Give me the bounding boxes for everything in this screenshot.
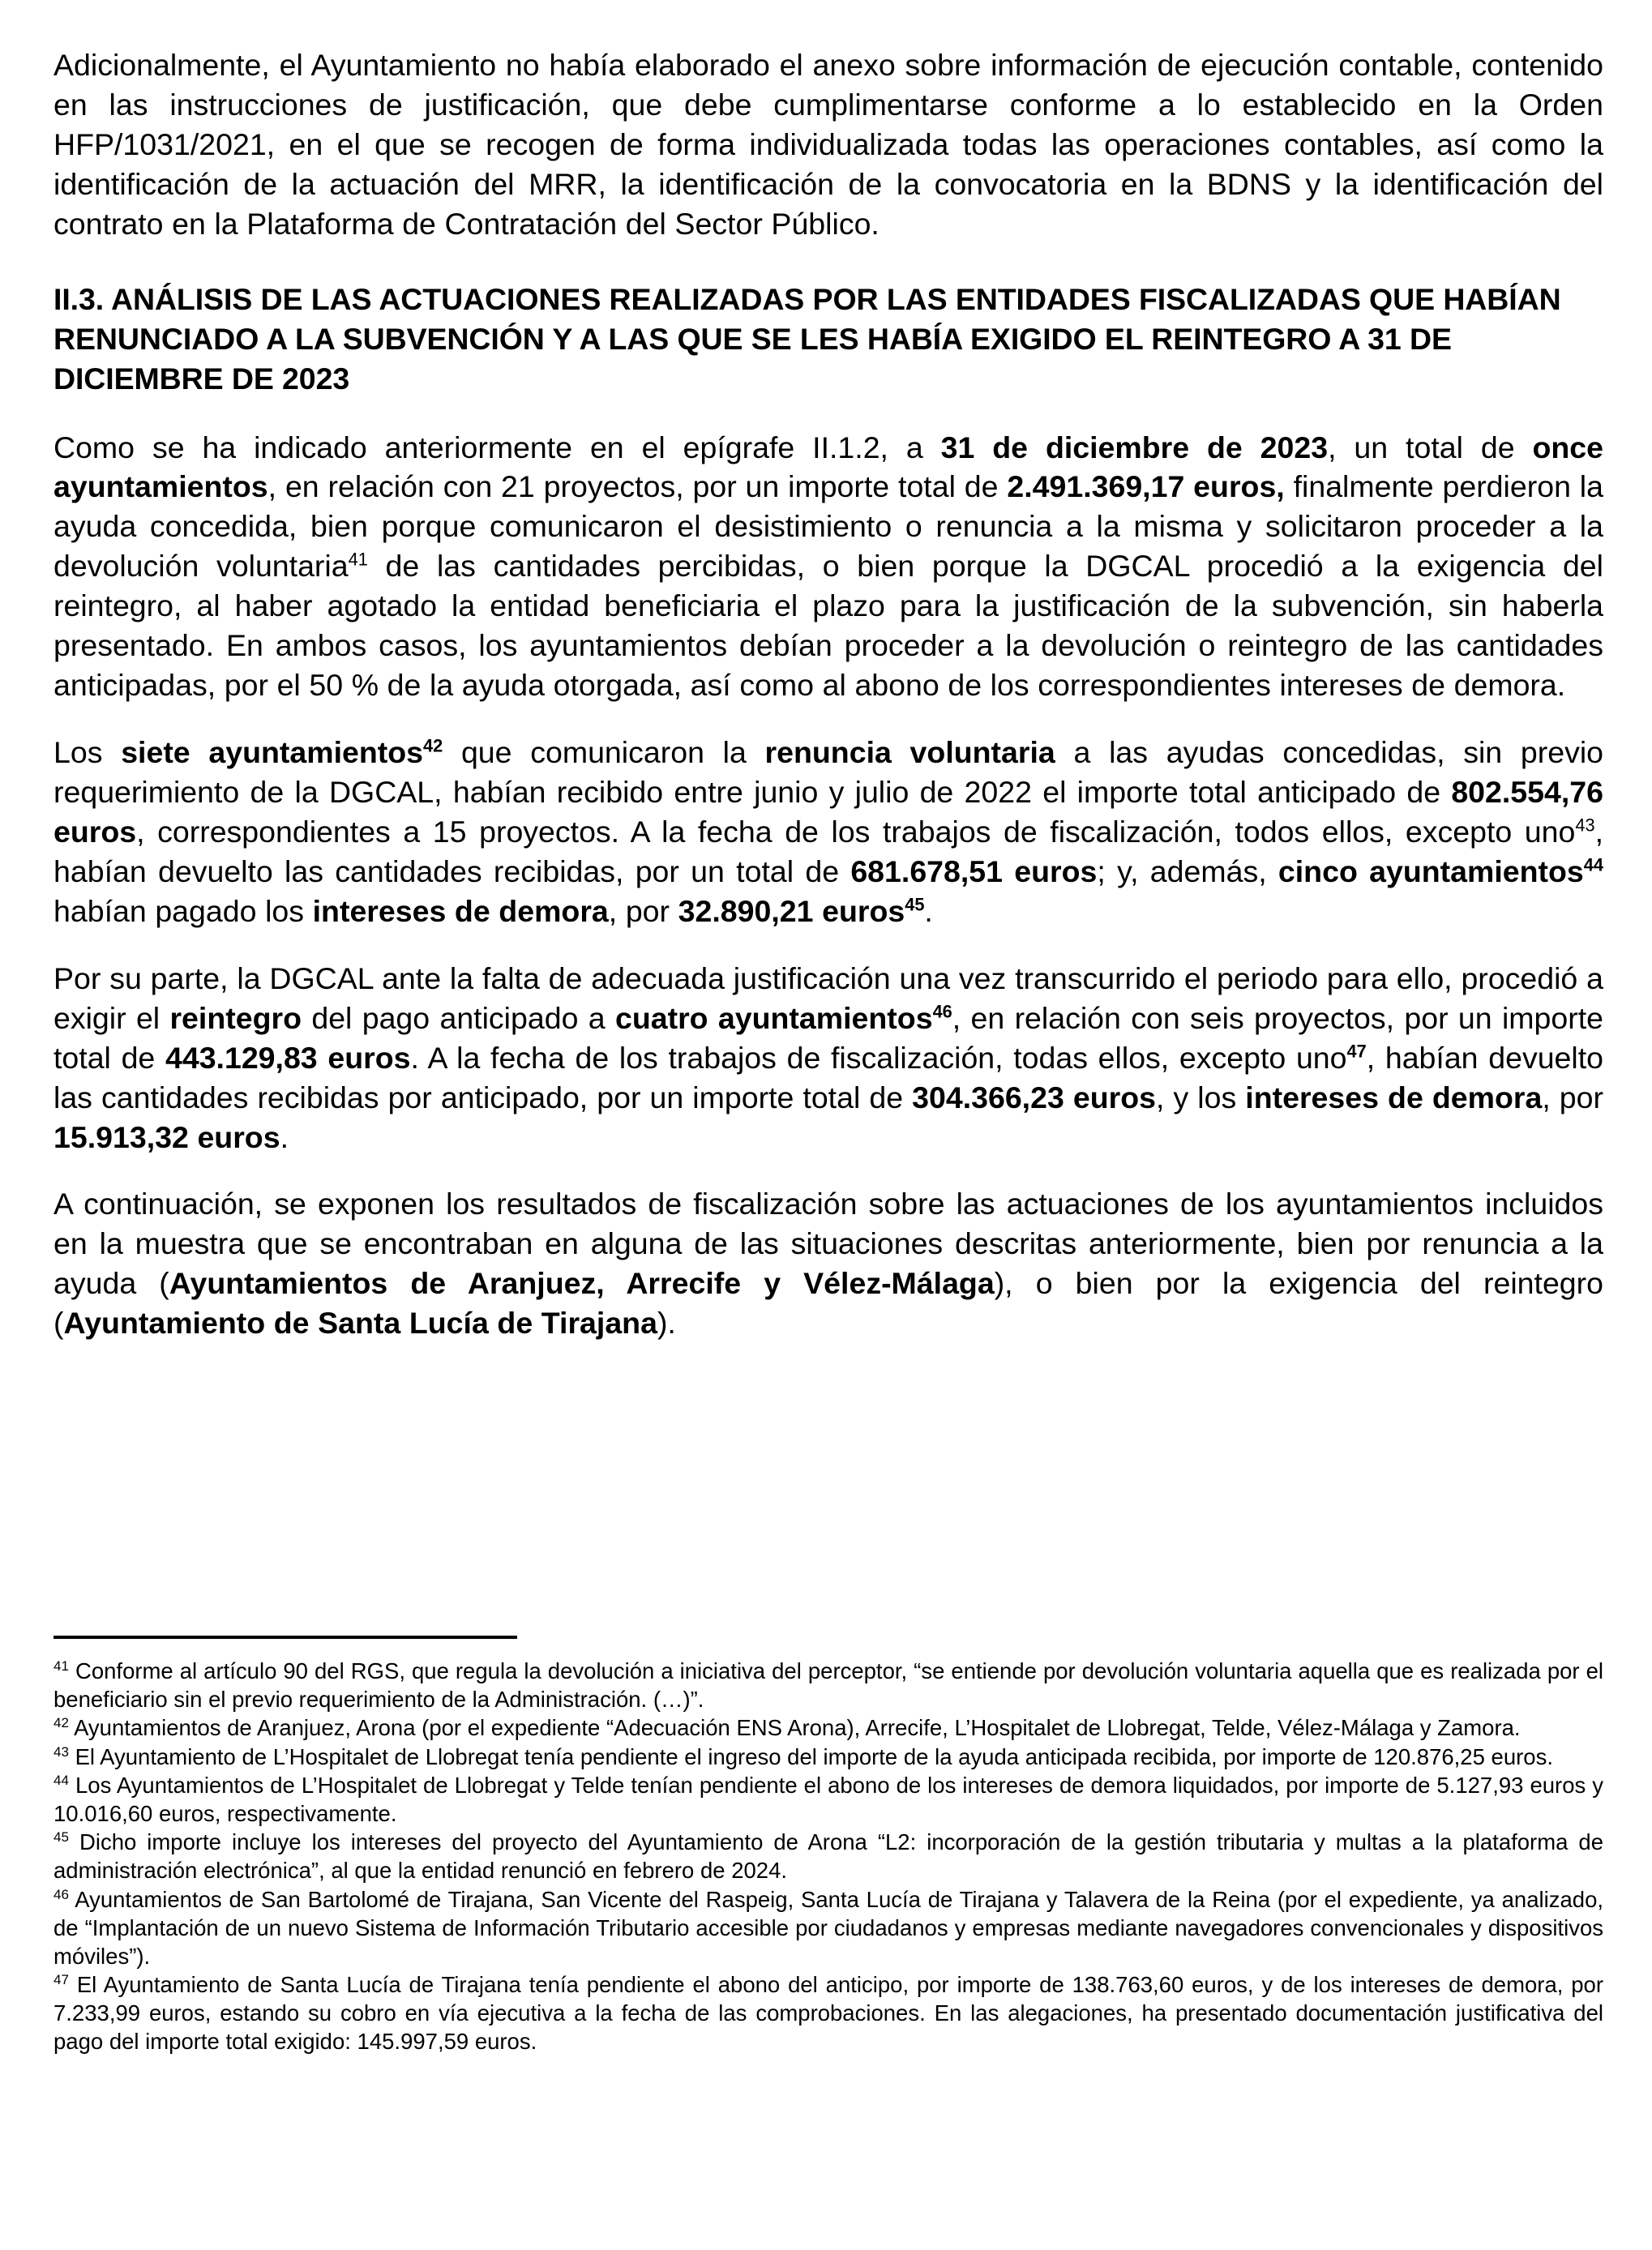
footnote-ref-41[interactable]: 41 <box>348 549 368 570</box>
text-run: habían pagado los <box>53 893 313 928</box>
text-run: , por <box>608 893 678 928</box>
section-heading-ii-3: II.3. ANÁLISIS DE LAS ACTUACIONES REALIZADAS POR LAS ENTIDADES FISCALIZADAS QUE HABÍAN RENUNCIADO A LA SUBVENCIÓN Y A LAS QUE SE LES HABÍA EXIGIDO EL REINTEGRO A 31 DE DICIEMBRE DE 2023 <box>53 281 1561 396</box>
text-run: Los <box>53 735 122 770</box>
text-run-bold: 15.913,32 euros <box>53 1119 280 1154</box>
footnote-marker: 41 <box>53 1658 69 1674</box>
footnote-42 <box>53 1713 1603 1742</box>
text-run-bold: 681.678,51 euros <box>850 853 1098 888</box>
footnote-text: Los Ayuntamientos de L’Hospitalet de Llobregat y Telde tenían pendiente el abono de los intereses de demora liquidados, por importe de 5.127,93 euros y 10.016,60 euros, respectivamente. <box>53 1772 1604 1826</box>
footnote-ref-42[interactable]: 42 <box>423 735 443 756</box>
text-run: del pago anticipado a <box>302 1000 615 1035</box>
text-run: A continuación, se exponen los resultados de fiscalización sobre las actuaciones de los ayuntamientos incluidos en la muestra que se encontraban en alguna de las situaciones descritas anteriormente, bien por renuncia a la ayuda ( <box>53 1187 1603 1301</box>
footnote-ref-43[interactable]: 43 <box>1575 815 1595 836</box>
text-run: . A la fecha de los trabajos de fiscalización, todas ellos, excepto uno <box>410 1040 1347 1075</box>
text-run-bold: renuncia voluntaria <box>764 735 1055 770</box>
footnote-marker: 47 <box>53 1971 69 1987</box>
text-run: , habían devuelto las cantidades recibidas por anticipado, por un importe total de <box>53 1040 1604 1114</box>
footnote-marker: 44 <box>53 1772 69 1788</box>
text-run: , en relación con 21 proyectos, por un importe total de <box>267 469 1008 504</box>
footnote-text: Ayuntamientos de San Bartolomé de Tirajana, San Vicente del Raspeig, Santa Lucía de Tirajana y Talavera de la Reina (por el expediente, ya analizado, de “Implantación de un nuevo Sistema de Información Tributario accesible por ciudadanos y empresas mediante navegadores convencionales y dispositivos móviles”). <box>53 1886 1603 1969</box>
footnote-text: El Ayuntamiento de L’Hospitalet de Llobregat tenía pendiente el ingreso del importe de la ayuda anticipada recibida, por importe de 120.876,25 euros. <box>75 1743 1553 1769</box>
text-run: de las cantidades percibidas, o bien porque la DGCAL procedió a la exigencia del reintegro, al haber agotado la entidad beneficiaria el plazo para la justificación de la subvención, sin haberla presentado. En ambos casos, los ayuntamientos debían proceder a la devolución o reintegro de las cantidades anticipadas, por el 50 % de la ayuda otorgada, así como al abono de los correspondientes intereses de demora. <box>53 549 1603 703</box>
text-run-bold: intereses de demora <box>312 893 609 928</box>
text-run: ; y, además, <box>1097 853 1278 888</box>
footnote-44 <box>53 1771 1603 1828</box>
text-run-bold: 32.890,21 euros <box>678 893 905 928</box>
footnote-43 <box>53 1743 1603 1771</box>
text-run-bold: Ayuntamientos de Aranjuez, Arrecife y Vélez-Málaga <box>169 1266 995 1301</box>
footnote-46 <box>53 1885 1603 1971</box>
text-run-bold: intereses de demora <box>1245 1080 1543 1114</box>
paragraph-once-ayuntamientos <box>53 428 1603 706</box>
text-run: Por su parte, la DGCAL ante la falta de adecuada justificación una vez transcurrido el periodo para ello, procedió a exigir el <box>53 960 1603 1035</box>
paragraph-intro: Adicionalmente, el Ayuntamiento no había elaborado el anexo sobre información de ejecución contable, contenido en las instrucciones de justificación, que debe cumplimentarse conforme a lo establecido en la Orden HFP/1031/2021, en el que se recogen de forma individualizada todas las operaciones contables, así como la identificación de la actuación del MRR, la identificación de la convocatoria en la BDNS y la identificación del contrato en la Plataforma de Contratación del Sector Público. <box>53 48 1603 241</box>
text-run-bold: reintegro <box>169 1000 302 1035</box>
footnote-47 <box>53 1970 1603 2056</box>
footnote-marker: 45 <box>53 1829 69 1845</box>
text-run: ), o bien por la exigencia del reintegro ( <box>53 1266 1603 1341</box>
footnote-41 <box>53 1657 1603 1713</box>
text-run: , un total de <box>1328 430 1533 464</box>
text-run: . <box>280 1119 289 1154</box>
text-run: finalmente perdieron la ayuda concedida, bien porque comunicaron el desistimiento o renuncia a la misma y solicitaron proceder a la devolución voluntaria <box>53 469 1603 584</box>
paragraph-a-continuacion <box>53 1184 1603 1343</box>
text-run-bold: cuatro ayuntamientos <box>614 1000 933 1035</box>
paragraph-cuatro-ayuntamientos <box>53 959 1603 1157</box>
text-run: , en relación con seis proyectos, por un importe total de <box>53 1000 1603 1075</box>
text-run: a las ayudas concedidas, sin previo requerimiento de la DGCAL, habían recibido entre junio y julio de 2022 el importe total anticipado de <box>53 735 1604 809</box>
footnote-ref-47[interactable]: 47 <box>1346 1041 1367 1062</box>
text-run-bold: once ayuntamientos <box>53 430 1603 504</box>
footnote-text: Ayuntamientos de Aranjuez, Arona (por el expediente “Adecuación ENS Arona), Arrecife, L’Hospitalet de Llobregat, Telde, Vélez-Málaga y Zamora. <box>74 1715 1521 1741</box>
text-run: que comunicaron la <box>443 735 765 770</box>
text-run: , y los <box>1156 1080 1246 1114</box>
footnote-text: El Ayuntamiento de Santa Lucía de Tirajana tenía pendiente el abono del anticipo, por importe de 138.763,60 euros, y de los intereses de demora, por 7.233,99 euros, estando su cobro en vía ejecutiva a la fecha de las comprobaciones. En las alegaciones, ha presentado documentación justificativa del pago del importe total exigido: 145.997,59 euros. <box>53 1972 1604 2055</box>
text-run: , habían devuelto las cantidades recibidas, por un total de <box>53 814 1603 888</box>
text-run-bold: Ayuntamiento de Santa Lucía de Tirajana <box>63 1306 657 1341</box>
footnote-ref-45[interactable]: 45 <box>905 894 925 915</box>
footnote-45 <box>53 1828 1603 1884</box>
footnotes-section <box>53 1636 1603 2056</box>
footnote-ref-44[interactable]: 44 <box>1583 854 1603 875</box>
text-run: ). <box>657 1306 676 1341</box>
text-run: , por <box>1542 1080 1604 1114</box>
footnote-separator-rule <box>53 1636 517 1639</box>
footnote-marker: 42 <box>53 1715 69 1731</box>
text-run-bold: siete ayuntamientos <box>121 735 424 770</box>
footnote-marker: 43 <box>53 1743 69 1760</box>
text-run-bold: 802.554,76 euros <box>53 775 1603 849</box>
text-run-bold: 31 de diciembre de 2023 <box>940 430 1329 464</box>
text-run: Como se ha indicado anteriormente en el epígrafe II.1.2, a <box>53 430 941 464</box>
text-run: , correspondientes a 15 proyectos. A la fecha de los trabajos de fiscalización, todos ellos, excepto uno <box>136 814 1576 849</box>
text-run-bold: 443.129,83 euros <box>165 1040 411 1075</box>
text-run-bold: 2.491.369,17 euros, <box>1007 469 1285 504</box>
document-body <box>53 45 1603 1343</box>
text-run-bold: 304.366,23 euros <box>912 1080 1156 1114</box>
text-run-bold: cinco ayuntamientos <box>1278 853 1584 888</box>
footnote-text: Dicho importe incluye los intereses del proyecto del Ayuntamiento de Arona “L2: incorporación de la gestión tributaria y multas a la plataforma de administración electrónica”, al que la entidad renunció en febrero de 2024. <box>53 1829 1603 1884</box>
footnote-text: Conforme al artículo 90 del RGS, que regula la devolución a iniciativa del perceptor, “se entiende por devolución voluntaria aquella que es realizada por el beneficiario sin el previo requerimiento de la Administración. (…)”. <box>53 1658 1604 1713</box>
paragraph-siete-ayuntamientos <box>53 733 1603 931</box>
text-run: . <box>924 893 933 928</box>
footnote-ref-46[interactable]: 46 <box>932 1001 952 1022</box>
footnote-marker: 46 <box>53 1886 69 1902</box>
